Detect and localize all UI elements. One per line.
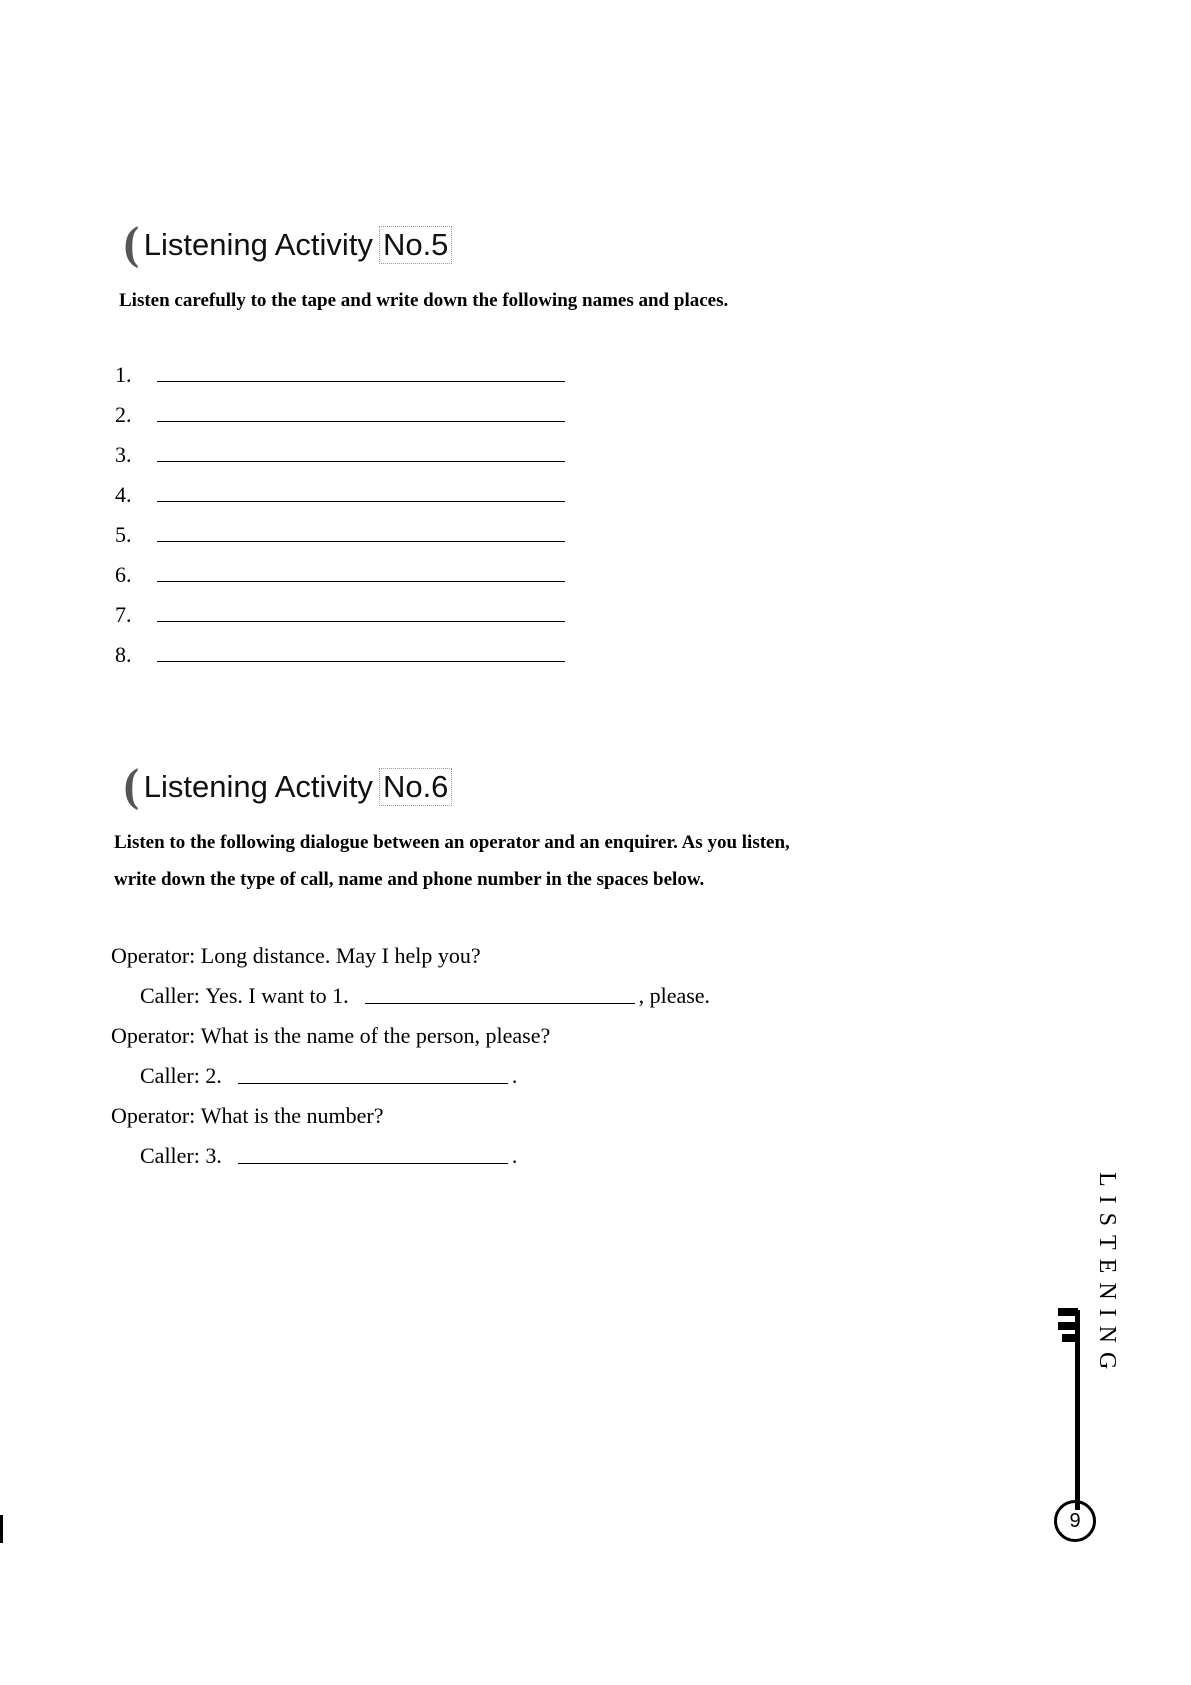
dialogue-line (111, 943, 481, 969)
answer-blank[interactable] (157, 380, 565, 382)
dialogue-tail: . (511, 1143, 518, 1168)
speaker-label: Caller: (140, 1063, 200, 1088)
speaker-label: Operator: (111, 1023, 196, 1048)
answer-blank[interactable] (157, 500, 565, 502)
answer-line-item[interactable] (115, 362, 565, 388)
activity-5-instruction: Listen carefully to the tape and write down the following names and places. (119, 290, 729, 311)
answer-blank[interactable] (157, 660, 565, 662)
item-number: 5. (115, 522, 132, 547)
answer-line-item[interactable] (115, 562, 565, 588)
speaker-label: Caller: (140, 1143, 200, 1168)
answer-blank[interactable] (365, 1003, 635, 1004)
answer-blank[interactable] (157, 540, 565, 542)
section-side-label: LISTENING (1094, 1172, 1120, 1379)
answer-blank[interactable] (157, 620, 565, 622)
dialogue-text: What is the name of the person, please? (200, 1023, 551, 1048)
item-number: 1. (115, 362, 132, 387)
dialogue-tail: . (511, 1063, 518, 1088)
speaker-label: Operator: (111, 1103, 196, 1128)
heading-number: No.6 (379, 768, 452, 806)
dialogue-line (140, 983, 710, 1009)
heading-number: No.5 (379, 226, 452, 264)
speaker-label: Operator: (111, 943, 196, 968)
item-number: 2. (115, 402, 132, 427)
answer-line-item[interactable] (115, 522, 565, 548)
speaker-label: Caller: (140, 983, 200, 1008)
answer-line-item[interactable] (115, 402, 565, 428)
answer-line-item[interactable] (115, 642, 565, 668)
answer-blank[interactable] (238, 1083, 508, 1084)
answer-line-item[interactable] (115, 602, 565, 628)
dialogue-line (111, 1103, 383, 1129)
dialogue-tail: , please. (638, 983, 711, 1008)
heading-title: Listening Activity (143, 227, 373, 262)
item-number: 8. (115, 642, 132, 667)
dialogue-line (111, 1023, 550, 1049)
answer-blank[interactable] (157, 420, 565, 422)
answer-blank[interactable] (157, 580, 565, 582)
heading-title: Listening Activity (143, 769, 373, 804)
bracket-ornament-icon: ( (122, 218, 140, 272)
item-number: 4. (115, 482, 132, 507)
dialogue-text: 2. (205, 1063, 222, 1088)
item-number: 3. (115, 442, 132, 467)
dialogue-text: What is the number? (200, 1103, 384, 1128)
scan-mark (0, 1515, 3, 1543)
dialogue-text: Yes. I want to 1. (205, 983, 349, 1008)
page-number: 9 (1054, 1500, 1096, 1542)
key-icon (1040, 1300, 1100, 1510)
dialogue-line (140, 1063, 517, 1089)
dialogue-line (140, 1143, 517, 1169)
item-number: 7. (115, 602, 132, 627)
answer-line-item[interactable] (115, 482, 565, 508)
item-number: 6. (115, 562, 132, 587)
activity-6-instruction-line1: Listen to the following dialogue between an operator and an enquirer. As you listen, (114, 832, 790, 853)
answer-blank[interactable] (157, 460, 565, 462)
bracket-ornament-icon: ( (122, 760, 140, 814)
dialogue-text: 3. (205, 1143, 222, 1168)
activity-6-heading (120, 760, 452, 814)
dialogue-text: Long distance. May I help you? (200, 943, 481, 968)
answer-line-item[interactable] (115, 442, 565, 468)
activity-5-heading (120, 218, 452, 272)
activity-6-instruction-line2: write down the type of call, name and phone number in the spaces below. (114, 869, 705, 890)
answer-blank[interactable] (238, 1163, 508, 1164)
